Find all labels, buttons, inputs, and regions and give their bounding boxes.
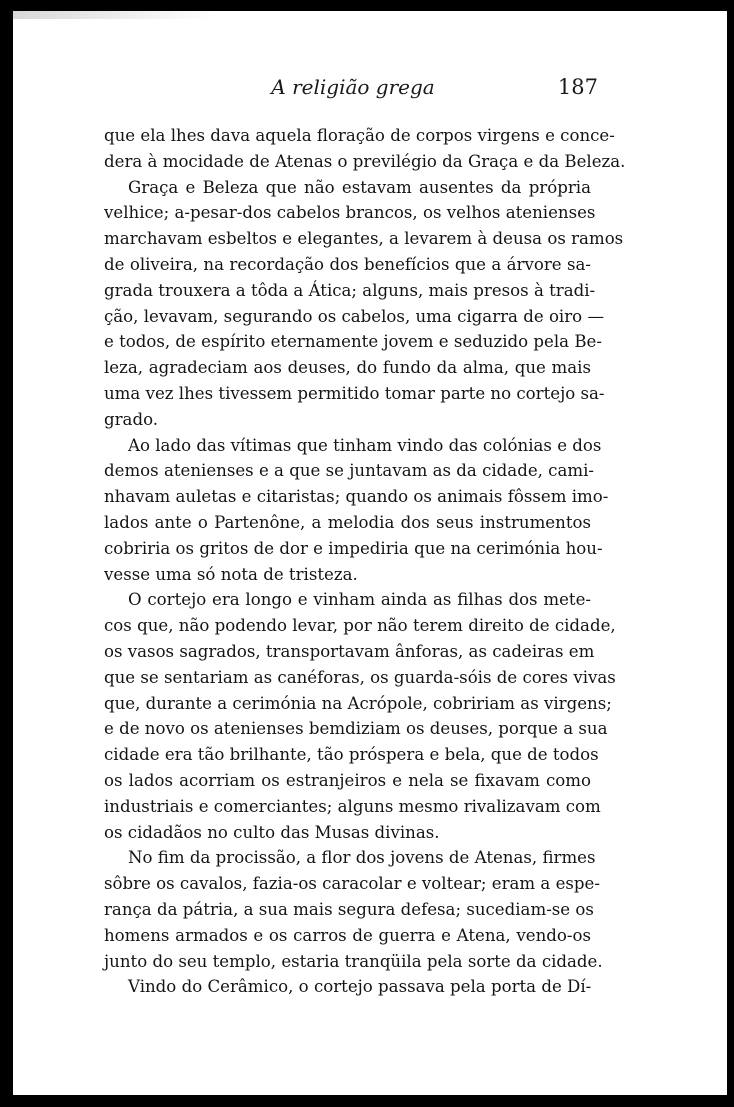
text-line: os cidadãos no culto das Musas divinas. [104, 822, 440, 842]
text-line: Graça e Beleza que não estavam ausentes da própria [128, 177, 591, 197]
text-line: No fim da procissão, a flor dos jovens de Atenas, firmes [128, 848, 596, 868]
text-line: e de novo os atenienses bemdiziam os deuses, porque a sua [104, 719, 608, 739]
running-title: A religião grega [271, 75, 435, 99]
text-line: leza, agradeciam aos deuses, do fundo da alma, que mais [104, 358, 591, 378]
text-line: cidade era tão brilhante, tão próspera e bela, que de todos [104, 745, 599, 765]
text-line: de oliveira, na recordação dos benefícios que a árvore sa- [104, 254, 591, 274]
text-line: ção, levavam, segurando os cabelos, uma cigarra de oiro — [104, 306, 605, 326]
text-line: demos atenienses e a que se juntavam as da cidade, cami- [104, 461, 595, 481]
text-line: uma vez lhes tivessem permitido tomar parte no cortejo sa- [104, 383, 605, 403]
text-line: velhice; a-pesar-dos cabelos brancos, os velhos atenienses [104, 203, 596, 223]
text-line: vesse uma só nota de tristeza. [104, 564, 358, 584]
text-line: nhavam auletas e citaristas; quando os animais fôssem imo- [104, 487, 609, 507]
text-line: os vasos sagrados, transportavam ânforas, as cadeiras em [104, 641, 595, 661]
text-line: lados ante o Partenône, a melodia dos seus instrumentos [104, 512, 591, 532]
text-line: os lados acorriam os estranjeiros e nela se fixavam como [104, 770, 591, 790]
text-line: junto do seu templo, estaria tranqüila pela sorte da cidade. [104, 951, 603, 971]
text-line: que, durante a cerimónia na Acrópole, cobririam as virgens; [104, 693, 612, 713]
text-line: O cortejo era longo e vinham ainda as filhas dos mete- [128, 590, 591, 610]
text-line: homens armados e os carros de guerra e Atena, vendo-os [104, 925, 591, 945]
text-line: cobriria os gritos de dor e impediria que na cerimónia hou- [104, 538, 603, 558]
text-line: grado. [104, 409, 159, 429]
text-line: grada trouxera a tôda a Ática; alguns, mais presos à tradi- [104, 280, 596, 300]
text-line: que ela lhes dava aquela floração de corpos virgens e conce- [104, 126, 615, 145]
text-line: Ao lado das vítimas que tinham vindo das colónias e dos [128, 435, 602, 455]
text-line: sôbre os cavalos, fazia-os caracolar e voltear; eram a espe- [104, 874, 600, 894]
text-line: cos que, não podendo levar, por não terem direito de cidade, [104, 616, 616, 636]
text-line: que se sentariam as canéforas, os guarda-sóis de cores vivas [104, 667, 616, 687]
text-line: marchavam esbeltos e elegantes, a levarem à deusa os ramos [104, 229, 624, 249]
text-line: Vindo do Cerâmico, o cortejo passava pela porta de Dí- [128, 977, 592, 997]
text-line: dera à mocidade de Atenas o previlégio da Graça e da Beleza. [104, 151, 626, 171]
page-number: 187 [557, 75, 598, 99]
body-text [104, 123, 626, 1000]
text-line: e todos, de espírito eternamente jovem e seduzido pela Be- [104, 332, 602, 352]
text-line: rança da pátria, a sua mais segura defesa; sucediam-se os [104, 899, 594, 919]
running-head [108, 73, 598, 105]
text-line: industriais e comerciantes; alguns mesmo rivalizavam com [104, 796, 601, 816]
book-page [13, 11, 727, 1095]
scan-smudge [13, 11, 213, 19]
